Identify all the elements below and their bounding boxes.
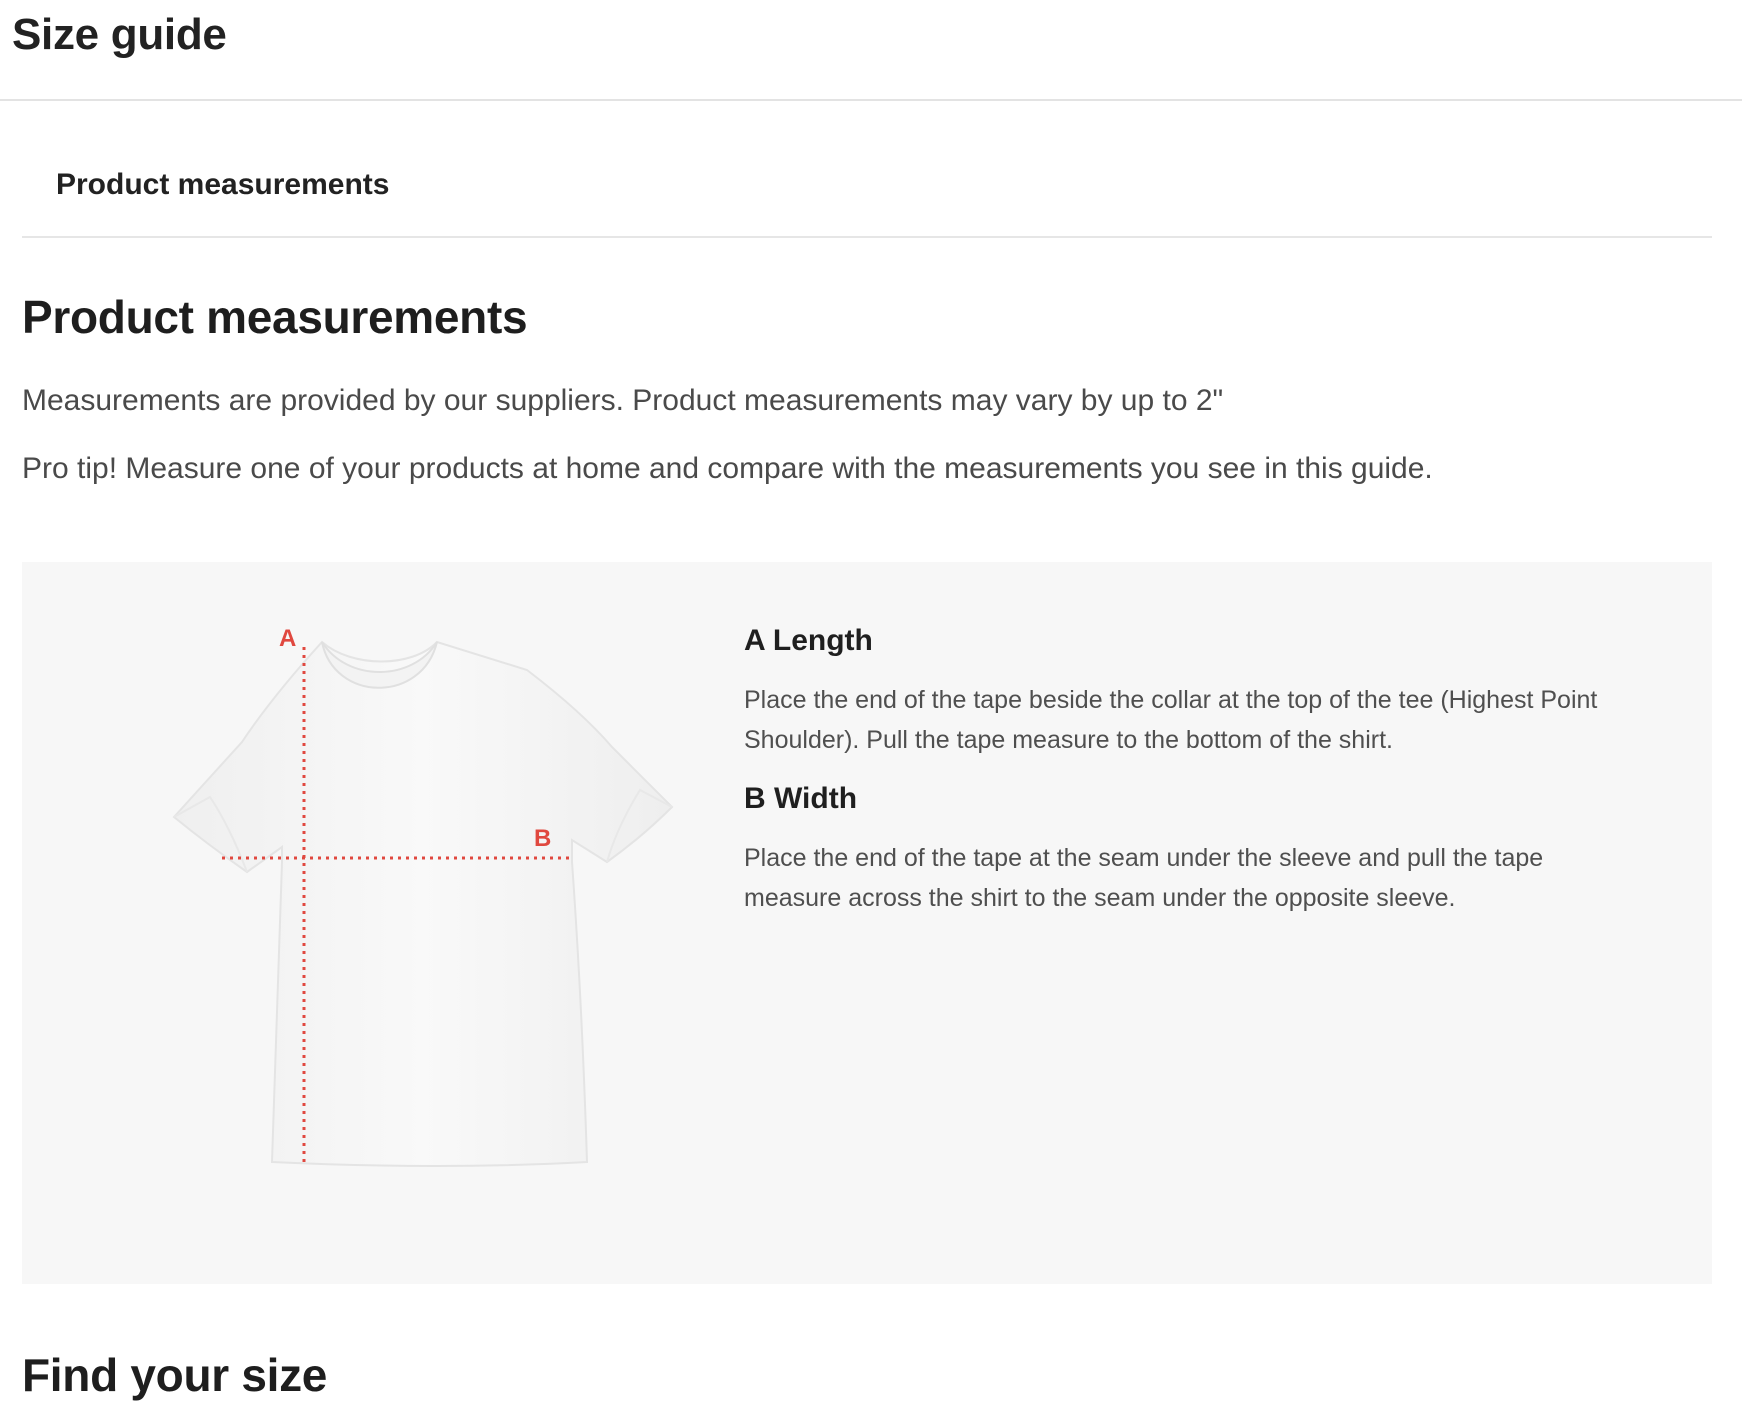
tab-bar — [22, 150, 1712, 238]
tab-product-measurements[interactable]: Product measurements — [56, 168, 390, 201]
marker-b-label: B — [534, 825, 552, 852]
measurement-length-title: A Length — [744, 624, 873, 657]
measurement-length — [744, 624, 1644, 760]
marker-a-label: A — [279, 625, 297, 652]
measurement-panel — [22, 562, 1712, 1284]
pro-tip-paragraph: Pro tip! Measure one of your products at home and compare with the measurements you see in this guide. — [22, 452, 1433, 485]
size-guide-header — [0, 0, 1742, 101]
section-title: Product measurements — [22, 291, 528, 343]
measurement-width-title: B Width — [744, 782, 858, 815]
measurement-width — [744, 782, 1644, 918]
page-title: Size guide — [12, 10, 227, 59]
tshirt-icon — [174, 642, 672, 1166]
intro-paragraph: Measurements are provided by our suppliers. Product measurements may vary by up to 2" — [22, 384, 1224, 417]
find-your-size-title: Find your size — [22, 1349, 328, 1401]
measurement-length-text: Place the end of the tape beside the collar at the top of the tee (Highest Point Shoulder). Pull the tape measure to the bottom of the shirt. — [744, 686, 1598, 754]
tshirt-diagram — [112, 622, 692, 1212]
measurement-descriptions — [744, 624, 1644, 940]
measurement-width-text: Place the end of the tape at the seam under the sleeve and pull the tape measure across the shirt to the seam under the opposite sleeve. — [744, 844, 1544, 912]
